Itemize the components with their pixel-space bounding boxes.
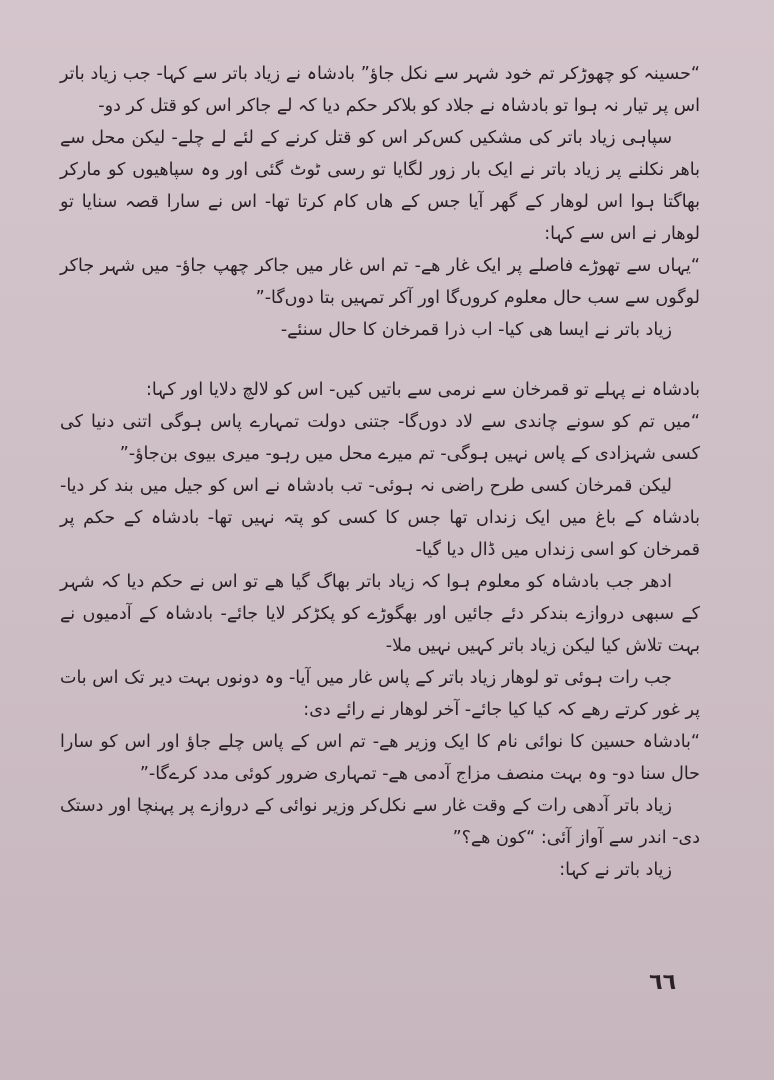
paragraph-1: “حسینہ کو چھوڑکر تم خود شہر سے نکل جاؤ” بادشاہ نے زیاد باتر سے کہا- جب زیاد باتر اس پر تیار نہ ہوا تو بادشاہ نے جلاد کو بلاکر حکم دیا کہ لے جاکر اس کو قتل کر دو- xyxy=(60,64,700,116)
page-text xyxy=(60,58,700,886)
paragraph-11: زیاد باتر آدھی رات کے وقت غار سے نکل‌کر وزیر نوائی کے دروازے پر پہنچا اور دستک دی- اندر سے آواز آئی: “کون ھے؟” xyxy=(60,796,700,848)
paragraph-9: جب رات ہوئی تو لوھار زیاد باتر کے پاس غار میں آیا- وہ دونوں بہت دیر تک اس بات پر غور کرتے رھے کہ کیا کیا جائے- آخر لوھار نے رائے دی: xyxy=(60,668,700,720)
paragraph-8: ادھر جب بادشاہ کو معلوم ہوا کہ زیاد باتر بھاگ گیا ھے تو اس نے حکم دیا کہ شہر کے سبھی دروازے بندکر دئے جائیں اور بھگوڑے کو پکڑکر لایا جائے- بادشاہ کے آدمیوں نے بہت تلاش کیا لیکن زیاد باتر کہیں نہیں ملا- xyxy=(60,572,700,656)
paragraph-10: “بادشاہ حسین کا نوائی نام کا ایک وزیر ھے- تم اس کے پاس چلے جاؤ اور اس کو سارا حال سنا دو- وہ بہت منصف مزاج آدمی ھے- تمہاری ضرور کوئی مدد کرےگا-” xyxy=(60,732,700,784)
paragraph-2: سپاہی زیاد باتر کی مشکیں کس‌کر اس کو قتل کرنے کے لئے لے چلے- لیکن محل سے باھر نکلنے پر زیاد باتر نے ایک بار زور لگایا تو رسی ٹوٹ گئی اور وہ سپاھیوں کو مارکر بھاگتا ہوا اس لوھار کے گھر آیا جس کے ھاں کام کرتا تھا- اس نے سارا قصہ سنایا تو لوھار نے اس سے کہا: xyxy=(60,128,700,244)
paragraph-7: لیکن قمرخان کسی طرح راضی نہ ہوئی- تب بادشاہ نے اس کو جیل میں بند کر دیا- بادشاہ کے باغ میں ایک زنداں تھا جس کا کسی کو پتہ نہیں تھا- بادشاہ کے حکم پر قمرخان کو اسی زنداں میں ڈال دیا گیا- xyxy=(60,476,700,560)
paragraph-4: زیاد باتر نے ایسا ھی کیا- اب ذرا قمرخان کا حال سنئے- xyxy=(280,320,672,340)
paragraph-6: “میں تم کو سونے چاندی سے لاد دوں‌گا- جتنی دولت تمہارے پاس ہوگی اتنی دنیا کی کسی شہزادی کے پاس نہیں ہوگی- تم میرے محل میں رہو- میری بیوی بن‌جاؤ-” xyxy=(60,412,700,464)
paragraph-5: بادشاہ نے پہلے تو قمرخان سے نرمی سے باتیں کیں- اس کو لالچ دلایا اور کہا: xyxy=(145,380,700,400)
paragraph-12: زیاد باتر نے کہا: xyxy=(559,860,672,880)
page-number: ٦٦ xyxy=(649,970,676,995)
paragraph-3: “یہاں سے تھوڑے فاصلے پر ایک غار ھے- تم اس غار میں جاکر چھپ جاؤ- میں شہر جاکر لوگوں سے سب حال معلوم کروں‌گا اور آکر تمہیں بتا دوں‌گا-” xyxy=(60,256,700,308)
